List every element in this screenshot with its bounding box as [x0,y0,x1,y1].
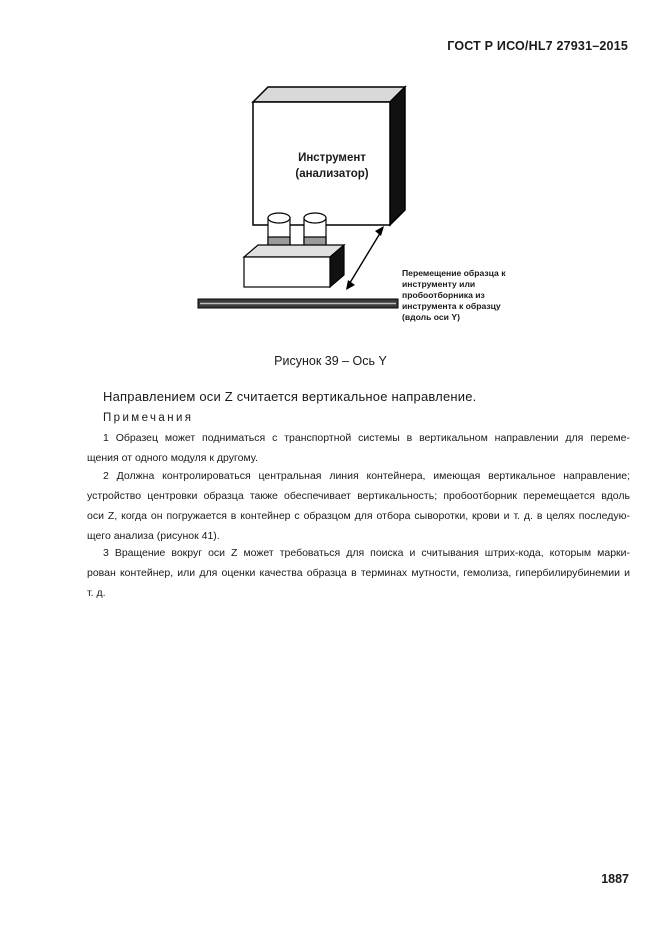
note-2 [87,466,630,546]
note-line: щего анализа (рисунок 41). [87,530,220,542]
document-standard-code: ГОСТ Р ИСО/HL7 27931–2015 [447,39,628,53]
note-line: 1 Образец может подниматься с транспортной системы в вертикальном направлении для переме- [103,432,630,444]
note-line: щения от одного модуля к другому. [87,452,258,464]
figure-39 [190,70,530,330]
note-line: 3 Вращение вокруг оси Z может требоваться для поиска и считывания штрих-кода, которым марки- [103,547,630,559]
note-1 [87,428,630,468]
carrier-top [244,245,344,257]
note-3 [87,543,630,603]
note-line: т. д. [87,587,106,599]
instrument-label: Инструмент (анализатор) [295,152,369,180]
instrument-box-top [253,87,405,102]
z-axis-definition: Направлением оси Z считается вертикальное направление. [103,389,477,404]
page-number: 1887 [601,872,629,886]
carrier-front [244,257,330,287]
notes-heading: Примечания [103,412,194,424]
movement-label: Перемещение образца к инструменту или пробоотборника из инструмента к образцу (вдоль оси Y) [402,268,506,322]
note-line: оси Z, когда он погружается в контейнер с образцом для отбора сыворотки, крови и т. д. в целях последую- [87,510,630,522]
note-line: рован контейнер, или для оценки качества образца в терминах мутности, гемолиза, гипербилирубинемии и [87,567,630,579]
note-line: 2 Должна контролироваться центральная линия контейнера, имеющая вертикальное направление; [103,470,630,482]
y-axis-double-arrow [346,226,384,290]
note-line: устройство центровки образца также обеспечивает вертикальность; пробоотборник перемещается вдоль [87,490,630,502]
figure-caption: Рисунок 39 – Ось Y [274,354,387,368]
instrument-box-side [390,87,405,225]
